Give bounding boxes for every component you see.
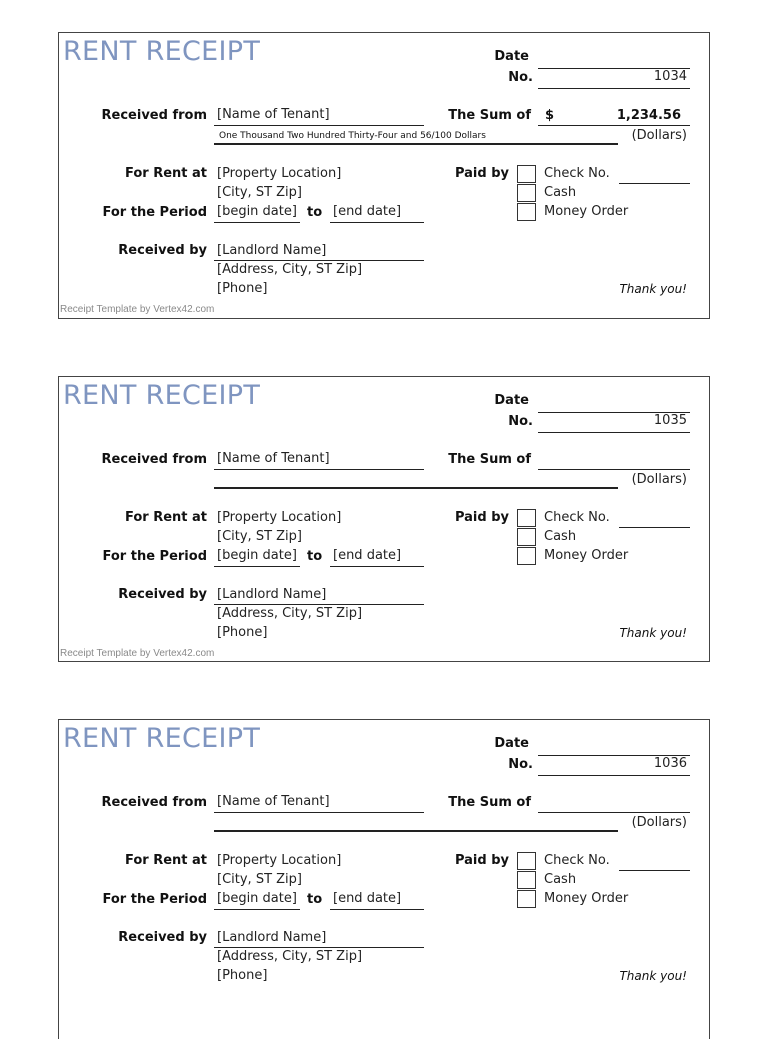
check-number-underline[interactable]	[619, 183, 690, 184]
end-date-field[interactable]: [end date]	[333, 548, 402, 563]
end-date-underline	[330, 222, 424, 223]
property-city-field[interactable]: [City, ST Zip]	[217, 872, 302, 887]
rent-receipt-1034	[58, 32, 710, 319]
money-order-checkbox[interactable]	[517, 547, 536, 565]
receipt-title: RENT RECEIPT	[63, 723, 261, 754]
date-label: Date	[494, 736, 529, 751]
landlord-underline	[214, 947, 424, 948]
received-from-label: Received from	[101, 795, 207, 810]
amount-in-words[interactable]: One Thousand Two Hundred Thirty-Four and 56/100 Dollars	[219, 131, 486, 141]
begin-date-field[interactable]: [begin date]	[217, 548, 297, 563]
for-the-period-label: For the Period	[102, 892, 207, 907]
landlord-name-field[interactable]: [Landlord Name]	[217, 930, 327, 945]
number-underline	[538, 432, 690, 433]
sum-label: The Sum of	[448, 108, 531, 123]
landlord-name-field[interactable]: [Landlord Name]	[217, 243, 327, 258]
property-city-field[interactable]: [City, ST Zip]	[217, 529, 302, 544]
tenant-name-field[interactable]: [Name of Tenant]	[217, 794, 330, 809]
paid-by-label: Paid by	[454, 510, 509, 525]
receipt-number-label: No.	[508, 70, 533, 85]
date-label: Date	[494, 49, 529, 64]
amount-underline	[538, 469, 690, 470]
paid-by-label: Paid by	[454, 853, 509, 868]
money-order-label: Money Order	[544, 548, 629, 563]
received-from-label: Received from	[101, 452, 207, 467]
begin-date-field[interactable]: [begin date]	[217, 204, 297, 219]
cash-checkbox[interactable]	[517, 528, 536, 546]
receipt-number-label: No.	[508, 414, 533, 429]
dollars-label: (Dollars)	[631, 815, 687, 830]
cash-checkbox[interactable]	[517, 184, 536, 202]
tenant-underline	[214, 812, 424, 813]
receipt-title: RENT RECEIPT	[63, 36, 261, 67]
amount-field[interactable]: 1,234.56	[616, 108, 681, 123]
to-label: to	[307, 205, 323, 220]
for-the-period-label: For the Period	[102, 205, 207, 220]
end-date-field[interactable]: [end date]	[333, 891, 402, 906]
tenant-underline	[214, 469, 424, 470]
number-underline	[538, 775, 690, 776]
dollars-label: (Dollars)	[631, 128, 687, 143]
check-number-underline[interactable]	[619, 527, 690, 528]
landlord-address-field[interactable]: [Address, City, ST Zip]	[217, 949, 363, 964]
for-rent-at-label: For Rent at	[124, 510, 207, 525]
amount-words-underline	[214, 830, 618, 832]
received-by-label: Received by	[118, 930, 207, 945]
sum-label: The Sum of	[448, 452, 531, 467]
tenant-name-field[interactable]: [Name of Tenant]	[217, 451, 330, 466]
tenant-underline	[214, 125, 424, 126]
landlord-phone-field[interactable]: [Phone]	[217, 625, 268, 640]
receipt-number-label: No.	[508, 757, 533, 772]
check-checkbox[interactable]	[517, 852, 536, 870]
check-checkbox[interactable]	[517, 509, 536, 527]
to-label: to	[307, 892, 323, 907]
received-by-label: Received by	[118, 243, 207, 258]
begin-date-underline	[214, 909, 300, 910]
cash-label: Cash	[544, 872, 577, 887]
landlord-phone-field[interactable]: [Phone]	[217, 281, 268, 296]
check-no-label: Check No.	[544, 166, 610, 181]
property-city-field[interactable]: [City, ST Zip]	[217, 185, 302, 200]
money-order-checkbox[interactable]	[517, 203, 536, 221]
landlord-underline	[214, 604, 424, 605]
landlord-name-field[interactable]: [Landlord Name]	[217, 587, 327, 602]
property-location-field[interactable]: [Property Location]	[217, 510, 342, 525]
date-label: Date	[494, 393, 529, 408]
dollars-label: (Dollars)	[631, 472, 687, 487]
received-by-label: Received by	[118, 587, 207, 602]
for-the-period-label: For the Period	[102, 549, 207, 564]
rent-receipt-1035	[58, 376, 710, 662]
number-underline	[538, 88, 690, 89]
end-date-field[interactable]: [end date]	[333, 204, 402, 219]
to-label: to	[307, 549, 323, 564]
money-order-checkbox[interactable]	[517, 890, 536, 908]
money-order-label: Money Order	[544, 204, 629, 219]
landlord-address-field[interactable]: [Address, City, ST Zip]	[217, 606, 363, 621]
landlord-phone-field[interactable]: [Phone]	[217, 968, 268, 983]
cash-checkbox[interactable]	[517, 871, 536, 889]
check-no-label: Check No.	[544, 510, 610, 525]
landlord-address-field[interactable]: [Address, City, ST Zip]	[217, 262, 363, 277]
amount-underline	[538, 812, 690, 813]
amount-words-underline	[214, 143, 618, 145]
receipt-number[interactable]: 1035	[653, 413, 687, 428]
check-number-underline[interactable]	[619, 870, 690, 871]
paid-by-label: Paid by	[454, 166, 509, 181]
amount-words-underline	[214, 487, 618, 489]
thank-you-text: Thank you!	[619, 626, 687, 640]
receipt-title: RENT RECEIPT	[63, 380, 261, 411]
property-location-field[interactable]: [Property Location]	[217, 166, 342, 181]
template-credit: Receipt Template by Vertex42.com	[60, 648, 215, 659]
for-rent-at-label: For Rent at	[124, 853, 207, 868]
money-order-label: Money Order	[544, 891, 629, 906]
cash-label: Cash	[544, 529, 577, 544]
property-location-field[interactable]: [Property Location]	[217, 853, 342, 868]
sum-label: The Sum of	[448, 795, 531, 810]
amount-underline	[538, 125, 690, 126]
receipt-number[interactable]: 1036	[653, 756, 687, 771]
for-rent-at-label: For Rent at	[124, 166, 207, 181]
cash-label: Cash	[544, 185, 577, 200]
begin-date-field[interactable]: [begin date]	[217, 891, 297, 906]
landlord-underline	[214, 260, 424, 261]
template-credit: Receipt Template by Vertex42.com	[60, 304, 215, 315]
receipt-number[interactable]: 1034	[653, 69, 687, 84]
rent-receipt-1036	[58, 719, 710, 1039]
check-no-label: Check No.	[544, 853, 610, 868]
begin-date-underline	[214, 566, 300, 567]
currency-symbol: $	[545, 108, 555, 123]
end-date-underline	[330, 909, 424, 910]
check-checkbox[interactable]	[517, 165, 536, 183]
tenant-name-field[interactable]: [Name of Tenant]	[217, 107, 330, 122]
thank-you-text: Thank you!	[619, 282, 687, 296]
received-from-label: Received from	[101, 108, 207, 123]
begin-date-underline	[214, 222, 300, 223]
end-date-underline	[330, 566, 424, 567]
thank-you-text: Thank you!	[619, 969, 687, 983]
